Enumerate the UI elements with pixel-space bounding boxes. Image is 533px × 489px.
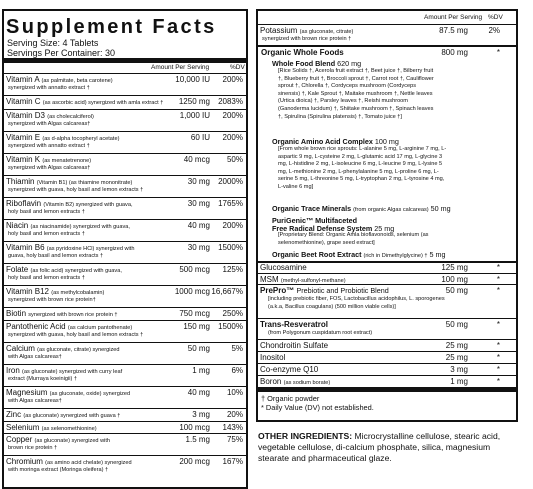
nutrient-row — [4, 320, 246, 342]
nutrient-name-line — [6, 309, 117, 320]
otm-amount: 50 mg — [430, 204, 451, 213]
nutrient-sub: with Algas calcareas† — [8, 354, 62, 360]
organic-whole-foods-row — [258, 47, 516, 59]
nutrient-dv: 10% — [226, 388, 243, 397]
trans-sub: (from Polygonum cuspidatum root extract) — [268, 330, 373, 336]
nutrient-list — [4, 73, 246, 477]
boron-name: Boron — [260, 377, 282, 386]
nutrient-detail: (as ascorbic acid) synergized with amla extract † — [42, 100, 164, 106]
nutrient-detail: (as gluconate) synergized with curry leaf — [22, 369, 123, 375]
nutrient-amount: 500 mcg — [179, 265, 210, 274]
nutrient-dv: 2000% — [218, 177, 243, 186]
nutrient-dv: 1500% — [218, 322, 243, 331]
nutrient-sub: with moringa extract (Moringa oleifera) † — [8, 467, 109, 473]
nutrient-amount: 10,000 IU — [175, 75, 210, 84]
nutrient-row — [4, 241, 246, 263]
glucosamine-dv: * — [496, 263, 500, 272]
potassium-row — [258, 24, 516, 45]
potassium-name: Potassium — [260, 26, 298, 35]
nutrient-amount: 50 mg — [187, 344, 210, 353]
nutrient-row — [4, 455, 246, 477]
nutrient-row — [4, 197, 246, 219]
chondroitin-row — [258, 339, 516, 351]
nutrient-dv: 125% — [222, 265, 243, 274]
nutrient-amount: 30 mg — [187, 177, 210, 186]
right-amount-header: Amount Per Serving — [424, 14, 483, 21]
coq10-amount: 3 mg — [450, 365, 468, 374]
nutrient-detail: (as amino acid chelate) synergized — [45, 460, 132, 466]
potassium-detail: (as gluconate, citrate) — [299, 29, 354, 35]
puri-ingredients: [Proprietary Blend: Organic Amla bioflavonoids, selenium (as selenomethionine), grape seed extract] — [278, 232, 429, 246]
trans-amount: 50 mg — [445, 320, 468, 329]
nutrient-dv: 167% — [222, 457, 243, 466]
nutrient-sub: synergized with Algas calcareas† — [8, 121, 91, 127]
nutrient-dv: 2083% — [218, 97, 243, 106]
nutrient-detail: (as gluconate, oxide) synergized — [49, 391, 131, 397]
inositol-row — [258, 351, 516, 363]
serving-size: Serving Size: 4 Tablets — [7, 38, 99, 48]
nutrient-row — [4, 219, 246, 241]
nutrient-name: Calcium — [6, 344, 35, 353]
nutrient-amount: 40 mcg — [183, 155, 210, 164]
nutrient-row — [4, 386, 246, 408]
nutrient-name: Folate — [6, 265, 29, 274]
nutrient-name: Vitamin D3 — [6, 111, 45, 120]
footnote-organic: † Organic powder — [261, 394, 320, 403]
nutrient-amount: 1 mg — [192, 366, 210, 375]
chondroitin-dv: * — [496, 341, 500, 350]
glucosamine-amount: 125 mg — [441, 263, 468, 272]
nutrient-amount: 30 mg — [187, 199, 210, 208]
nutrient-sub: synergized with guava, holy basil and lemon extracts † — [8, 332, 144, 338]
trans-resveratrol-row — [258, 318, 516, 339]
boron-detail: (as sodium borate) — [283, 380, 331, 386]
glucosamine-name: Glucosamine — [260, 263, 307, 272]
nutrient-detail: (as methylcobalamin) — [51, 290, 105, 296]
nutrient-name: Vitamin K — [6, 155, 41, 164]
nutrient-detail: (as pyridoxine HCl) synergized with — [46, 246, 135, 252]
nutrient-row — [4, 263, 246, 285]
nutrient-name: Zinc — [6, 410, 22, 419]
nutrient-dv: 200% — [222, 221, 243, 230]
boron-row — [258, 375, 516, 387]
trans-dv: * — [496, 320, 500, 329]
nutrient-dv: 200% — [222, 133, 243, 142]
nutrient-row — [4, 408, 246, 421]
nutrient-dv: 75% — [226, 435, 243, 444]
potassium-dv: 2% — [488, 26, 500, 35]
panel-title: Supplement Facts — [6, 16, 217, 38]
servings-per-container: Servings Per Container: 30 — [7, 48, 116, 58]
nutrient-detail: synergized with brown rice protein † — [28, 312, 118, 318]
nutrient-name: Pantothenic Acid — [6, 322, 66, 331]
nutrient-detail: (as d-alpha tocopheryl acetate) — [42, 136, 120, 142]
potassium-sub: synergized with brown rice protein † — [262, 36, 352, 42]
nutrient-detail: (as folic acid) synergized with guava, — [30, 268, 122, 274]
obre-name: Organic Beet Root Extract — [272, 250, 362, 259]
nutrient-name: Iron — [6, 366, 20, 375]
nutrient-row — [4, 285, 246, 307]
chondroitin-amount: 25 mg — [445, 341, 468, 350]
nutrient-amount: 40 mg — [187, 221, 210, 230]
msm-name: MSM — [260, 275, 279, 284]
msm-dv: * — [496, 275, 500, 284]
owf-amount: 800 mg — [441, 48, 468, 57]
nutrient-name: Vitamin B12 — [6, 287, 49, 296]
nutrient-amount: 150 mg — [183, 322, 210, 331]
nutrient-detail: (as gluconate) synergized with — [34, 438, 111, 444]
nutrient-detail: (as gluconate) synergized with guava † — [23, 413, 121, 419]
coq10-row — [258, 363, 516, 375]
nutrient-dv: 50% — [226, 155, 243, 164]
amount-header: Amount Per Serving — [151, 64, 210, 71]
nutrient-detail: (as menatetrenone) — [42, 158, 92, 164]
nutrient-name: Chromium — [6, 457, 43, 466]
nutrient-dv: 200% — [222, 75, 243, 84]
nutrient-dv: 5% — [231, 344, 243, 353]
nutrient-dv: 250% — [222, 309, 243, 318]
puri-amount: 25 mg — [374, 224, 395, 233]
coq10-dv: * — [496, 365, 500, 374]
msm-row — [258, 273, 516, 284]
nutrient-name-line — [6, 410, 120, 421]
potassium-amount: 87.5 mg — [439, 26, 468, 35]
prepro-name: PrePro™ — [260, 286, 295, 295]
prepro-ingredients: [including prebiotic fiber, FOS, Lactobacillus acidophilus, L. sporogenes (a.k.a, Bacillus coagulans) (500 million viable cells)] — [268, 296, 445, 310]
owf-dv: * — [496, 48, 500, 57]
trans-name: Trans-Resveratrol — [260, 320, 329, 329]
nutrient-row — [4, 95, 246, 109]
obre-detail: (rich in Dimethylglycine) † — [363, 253, 428, 259]
nutrient-row — [4, 307, 246, 320]
boron-dv: * — [496, 377, 500, 386]
nutrient-row — [4, 175, 246, 197]
wfb-ingredients: [Rice Solids †, Acerola fruit extract †, Beet juice †, Bilberry fruit †, Blueberry fruit †, Broccoli sprout †, Carrot root †, Cauliflower sprout †, Chlorella †, Cordyceps mushroom (Cordyceps sinensis) †, Kale Sprout †, Maitake mushroom †, Nettle leaves (Urtica dioica) †, Parsley leaves †, Reishi mushroom (Ganoderma lucidum) †, Shiitake mushroom †, Spinach leaves †, Spirulina (Spirulina platensis) †, Tomato juice †] — [278, 68, 434, 120]
supplement-facts-left-panel — [2, 9, 248, 489]
puri-name: PuriGenic™ Multifaceted — [272, 216, 358, 225]
nutrient-name: Selenium — [6, 423, 40, 432]
owf-name: Organic Whole Foods — [261, 48, 344, 57]
right-column-header — [258, 13, 516, 24]
nutrient-detail: (as cholecalciferol) — [47, 114, 94, 120]
right-dv-header: %DV — [488, 14, 503, 21]
inositol-amount: 25 mg — [445, 353, 468, 362]
nutrient-detail: (as selenomethionine) — [41, 426, 97, 432]
nutrient-amount: 60 IU — [190, 133, 210, 142]
nutrient-sub: holy basil and lemon extracts † — [8, 275, 85, 281]
coq10-name: Co-enzyme Q10 — [260, 365, 319, 374]
other-ingredients-label: OTHER INGREDIENTS: — [258, 431, 353, 441]
nutrient-name: Vitamin E — [6, 133, 41, 142]
nutrient-name: Riboflavin — [6, 199, 42, 208]
nutrient-name-line — [6, 97, 163, 108]
nutrient-amount: 1250 mg — [178, 97, 210, 106]
nutrient-dv: 16,667% — [211, 287, 243, 296]
nutrient-detail: (Vitamin B2) synergized with guava, — [43, 202, 133, 208]
oaac-ingredients: [From whole brown rice sprouts: L-alanine 5 mg, L-arginine 7 mg, L-aspartic 9 mg, L-cysteine 2 mg, L-glutamic acid 17 mg, L-glycine 3 mg, L-histidine 2 mg, L-isoleucine 6 mg, L-leucine 9 mg, L-lysine 5 mg, L-methionine 2 mg, L-phenylalanine 5 mg, L-proline 6 mg, L-serine 5 mg, L-threonine 5 mg, L-tryptophan 2 mg, L-tyrosine 4 mg, L-valine 6 mg] — [278, 146, 447, 190]
dv-header: %DV — [230, 64, 245, 71]
nutrient-amount: 1,000 IU — [179, 111, 210, 120]
nutrient-name: Thiamin — [6, 177, 35, 186]
nutrient-name: Copper — [6, 435, 33, 444]
nutrient-dv: 6% — [231, 366, 243, 375]
column-header — [4, 63, 246, 73]
nutrient-sub: holy basil and lemon extracts † — [8, 209, 85, 215]
nutrient-row — [4, 433, 246, 455]
nutrient-sub: guava, holy basil and lemon extracts † — [8, 253, 104, 259]
nutrient-sub: synergized with guava, holy basil and lemon extracts † — [8, 187, 144, 193]
nutrient-sub: extract (Murraya koeinigii) † — [8, 376, 78, 382]
nutrient-amount: 200 mcg — [179, 457, 210, 466]
nutrient-row — [4, 131, 246, 153]
nutrient-row — [4, 73, 246, 95]
nutrient-amount: 1.5 mg — [185, 435, 210, 444]
nutrient-name: Vitamin C — [6, 97, 41, 106]
whole-food-blend — [258, 59, 516, 137]
nutrient-name: Vitamin B6 — [6, 243, 45, 252]
supplement-facts-right-panel — [256, 9, 518, 422]
nutrient-row — [4, 109, 246, 131]
nutrient-dv: 1765% — [218, 199, 243, 208]
nutrient-name: Vitamin A — [6, 75, 40, 84]
nutrient-dv: 1500% — [218, 243, 243, 252]
oaac-amount: 100 mg — [374, 137, 399, 146]
prepro-row — [258, 284, 516, 318]
nutrient-sub: synergized with brown rice protein† — [8, 297, 96, 303]
nutrient-amount: 40 mg — [187, 388, 210, 397]
nutrient-dv: 143% — [222, 423, 243, 432]
puri-name2: Free Radical Defense System — [272, 224, 373, 233]
nutrient-row — [4, 153, 246, 175]
msm-detail: (methyl-sulfonyl-methane) — [280, 278, 346, 284]
wfb-amount: 620 mg — [337, 59, 362, 68]
prepro-name-rest: Prebiotic and Probiotic Blend — [296, 286, 389, 295]
nutrient-name: Magnesium — [6, 388, 48, 397]
nutrient-detail: (as calcium pantothenate) — [67, 325, 133, 331]
nutrient-amount: 100 mcg — [179, 423, 210, 432]
nutrient-detail: (as gluconate, citrate) synergized — [37, 347, 120, 353]
nutrient-amount: 1000 mcg — [174, 287, 210, 296]
chondroitin-name: Chondroitin Sulfate — [260, 341, 329, 350]
amino-acid-complex — [258, 137, 516, 203]
purigenic-blend — [258, 215, 516, 249]
nutrient-sub: brown rice protein † — [8, 445, 58, 451]
nutrient-sub: synergized with Algas calcareas† — [8, 165, 91, 171]
inositol-dv: * — [496, 353, 500, 362]
nutrient-row — [4, 342, 246, 364]
nutrient-dv: 200% — [222, 111, 243, 120]
obre-amount: 5 mg — [429, 250, 446, 259]
nutrient-amount: 750 mcg — [179, 309, 210, 318]
nutrient-sub: synergized with annatto extract † — [8, 143, 90, 149]
nutrient-dv: 20% — [226, 410, 243, 419]
nutrient-sub: synergized with annatto extract † — [8, 85, 90, 91]
boron-amount: 1 mg — [450, 377, 468, 386]
nutrient-detail: (as palmitate, beta carotene) — [41, 78, 113, 84]
otm-name: Organic Trace Minerals — [272, 204, 352, 213]
nutrient-detail: (Vitamin B1) (as thiamine mononitrate) — [36, 180, 133, 186]
nutrient-name: Niacin — [6, 221, 29, 230]
nutrient-sub: holy basil and lemon extracts † — [8, 231, 85, 237]
nutrient-name: Biotin — [6, 309, 27, 318]
nutrient-amount: 30 mg — [187, 243, 210, 252]
trace-minerals — [258, 203, 516, 215]
beet-root-extract — [258, 249, 516, 261]
nutrient-detail: (as niacinamide) synergized with guava, — [30, 224, 130, 230]
oaac-name: Organic Amino Acid Complex — [272, 137, 373, 146]
other-ingredients — [258, 431, 520, 465]
nutrient-amount: 3 mg — [192, 410, 210, 419]
other-ingredients-text: Microcrystalline cellulose, stearic acid, vegetable cellulose, di-calcium phosphate, silica, magnesium stearate and pharmaceutical glaze. — [258, 431, 501, 464]
prepro-amount: 50 mg — [445, 286, 468, 295]
prepro-dv: * — [496, 286, 500, 295]
glucosamine-row — [258, 263, 516, 273]
nutrient-sub: with Algas calcareas† — [8, 398, 62, 404]
footnote-dv: * Daily Value (DV) not established. — [261, 403, 374, 412]
otm-detail: (from organic Algas calcareas) — [353, 207, 429, 213]
nutrient-row — [4, 364, 246, 386]
inositol-name: Inositol — [260, 353, 286, 362]
wfb-name: Whole Food Blend — [272, 59, 336, 68]
msm-amount: 100 mg — [441, 275, 468, 284]
nutrient-row — [4, 421, 246, 433]
